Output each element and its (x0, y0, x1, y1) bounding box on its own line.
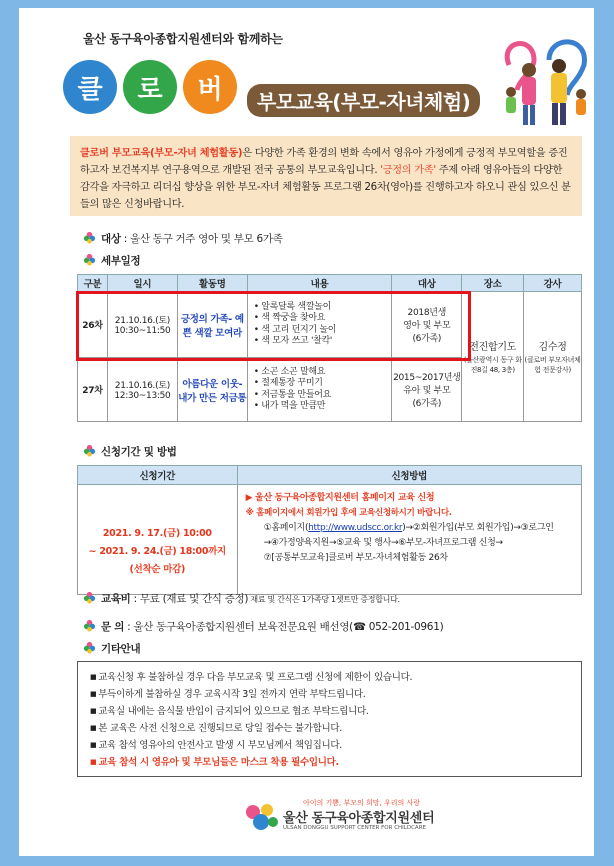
target-year: 2015~2017년생 (393, 373, 461, 383)
fee-note: 재료 및 간식은 1가족당 1셋트만 증정합니다. (248, 595, 400, 604)
target-count: (6가족) (412, 334, 442, 344)
clover-char-2: 로 (123, 60, 177, 114)
step1-post: )→②회원가입(부모 회원가입)→③로그인 (402, 523, 554, 533)
clover-icon (83, 231, 96, 244)
clover-icon (83, 641, 96, 654)
col-header: 장소 (462, 275, 524, 292)
schedule-heading (83, 253, 140, 268)
notes-item: ■ 교육 참석 영유아의 안전사고 발생 시 부모님께서 책임집니다. (90, 737, 569, 754)
clover-char-3: 버 (183, 60, 237, 114)
instructor-cell (524, 292, 582, 422)
target-cell (392, 358, 462, 422)
instructor-detail: (클로버 부모자녀체험 전문강사) (524, 356, 581, 374)
intro-text-2: 주제 아래 영유아들의 다양한 감각을 자극하고 리더십 향상을 위한 부모-자녀 체험활동 프로그램 26차(영아)를 진행하고자 하오니 관심 있으신 분들의 많은 신청바랍니다. (80, 165, 571, 210)
col-header: 강사 (524, 275, 582, 292)
col-header: 활동명 (177, 275, 247, 292)
apply-header-row (78, 466, 582, 485)
date: 21.10.16.(토) (114, 316, 170, 326)
instructor-name: 김수정 (538, 342, 567, 353)
content-item: • 절제통장 꾸미기 (254, 378, 392, 390)
col-header: 내용 (247, 275, 392, 292)
fee-value: : 무료 (재료 및 간식 증정) (130, 593, 249, 605)
notes-item: ■ 본 교육은 사전 신청으로 진행되므로 당일 접수는 불가합니다. (90, 720, 569, 737)
method-main: ▶ 울산 동구육아종합지원센터 홈페이지 교육 신청 (245, 493, 435, 503)
intro-theme: '긍정의 가족' (380, 165, 436, 176)
family-illustration (489, 30, 599, 130)
apply-table (77, 465, 582, 595)
notes-item: ■ 교육 참석 시 영유아 및 부모님들은 마스크 착용 필수입니다. (90, 754, 569, 771)
apply-heading (83, 444, 177, 459)
target-count: (6가족) (412, 399, 442, 409)
subtitle: 울산 동구육아종합지원센터와 함께하는 (83, 32, 283, 46)
content-item: • 내가 먹을 만큼만 (254, 401, 392, 413)
document-page (19, 8, 594, 856)
content-item: • 소곤 소곤 말해요 (254, 367, 392, 379)
notes-box (77, 661, 582, 777)
datetime-cell (107, 358, 177, 422)
col-header: 대상 (392, 275, 462, 292)
contact-value: : 울산 동구육아종합지원센터 보육전문요원 배선영(☎ 052-201-0961) (124, 621, 444, 633)
target-label: 대상 (101, 233, 121, 245)
content-item: • 색 고리 던지기 놀이 (254, 325, 392, 337)
method-step-2: →④가정양육지원→⑤교육 및 행사→⑥부모-자녀프로그램 신청→ (263, 538, 503, 548)
round-cell: 27차 (78, 358, 108, 422)
notes-label: 기타안내 (101, 643, 141, 655)
activity-cell: 아름다운 이웃- 내가 만든 저금통 (177, 358, 247, 422)
col-header: 신청기간 (78, 466, 238, 485)
clover-icon (83, 619, 96, 632)
logo-tagline: 아이의 기쁨, 부모의 희망, 우리의 사랑 (303, 799, 421, 807)
clover-icon (83, 591, 96, 604)
contact-label: 문 의 (101, 621, 125, 633)
schedule-header-row (78, 275, 582, 292)
step1-pre: ①홈페이지( (263, 523, 309, 533)
time: 12:30~13:50 (114, 391, 171, 401)
clover-icon (83, 253, 96, 266)
notes-heading (83, 641, 140, 656)
target-value: : 울산 동구 거주 영아 및 부모 6가족 (120, 233, 283, 245)
contents-cell (247, 358, 392, 422)
fee-line (83, 591, 400, 606)
place-detail: (울산광역시 동구 화진8길 48, 3층) (463, 356, 522, 374)
target-line (83, 231, 283, 246)
intro-text-1: 은 다양한 가족 환경의 변화 속에서 영유아 가정에게 긍정적 부모역할을 증진하고자 보건복지부 연구용역으로 개발된 전국 공통의 부모교육입니다. (80, 148, 568, 176)
clover-icon (83, 444, 96, 457)
notes-item: ■ 교육실 내에는 음식물 반입이 금지되어 있으므로 협조 부탁드립니다. (90, 703, 569, 720)
period-end: ~ 2021. 9. 24.(금) 18:00까지 (88, 546, 226, 557)
notes-item: ■ 교육신청 후 불참하실 경우 다음 부모교육 및 프로그램 신청에 제한이 있습니다. (90, 669, 569, 686)
logo-english: ULSAN DONGGU SUPPORT CENTER FOR CHILDCARE (283, 825, 426, 831)
content-item: • 저금통을 만들어요 (254, 390, 392, 402)
apply-label: 신청기간 및 방법 (101, 446, 177, 458)
contact-line (83, 619, 443, 634)
period-note: (선착순 마감) (129, 564, 186, 575)
date: 21.10.16.(토) (114, 381, 170, 391)
activity-cell: 긍정의 가족- 예쁜 색깔 모여라 (177, 292, 247, 358)
place-cell (462, 292, 524, 422)
clover-char-1: 클 (63, 60, 117, 114)
content-item: • 색 모자 쓰고 '찰칵' (254, 336, 392, 348)
place-name: 전진합기도 (469, 342, 517, 353)
fee-label: 교육비 (101, 593, 131, 605)
method-step-1 (246, 521, 573, 536)
target-who: 영아 및 부모 (403, 321, 451, 331)
time: 10:30~11:50 (114, 326, 171, 336)
intro-box (70, 136, 582, 216)
method-note: ※ 홈페이지에서 회원가입 후에 교육신청하시기 바랍니다. (245, 508, 452, 518)
content-item: • 색 짝궁을 찾아요 (254, 313, 392, 325)
target-year: 2018년생 (407, 308, 447, 318)
homepage-link[interactable]: http://www.udscc.or.kr (308, 523, 403, 533)
highlight-box (76, 291, 471, 361)
intro-program-name: 클로버 부모교육(부모-자녀 체험활동) (80, 148, 243, 159)
schedule-label: 세부일정 (101, 255, 141, 267)
col-header: 일시 (107, 275, 177, 292)
center-logo-mark (241, 800, 281, 834)
col-header: 신청방법 (237, 466, 581, 485)
center-logo (241, 798, 441, 838)
col-header: 구분 (78, 275, 108, 292)
content-item: • 알록달록 색깔놀이 (254, 302, 392, 314)
table-row (78, 485, 582, 595)
method-cell (237, 485, 581, 595)
method-step-3: ⑦[공통부모교육]클로버 부모-자녀체험활동 26차 (263, 553, 448, 563)
logo-name: 울산 동구육아종합지원센터 (283, 811, 435, 826)
period-cell (78, 485, 238, 595)
round-cell: 26차 (78, 292, 108, 358)
main-title: 부모교육(부모-자녀체험) (247, 84, 480, 117)
target-who: 유아 및 부모 (403, 386, 451, 396)
period-start: 2021. 9. 17.(금) 10:00 (102, 528, 212, 539)
notes-item: ■ 부득이하게 불참하실 경우 교육시작 3일 전까지 연락 부탁드립니다. (90, 686, 569, 703)
